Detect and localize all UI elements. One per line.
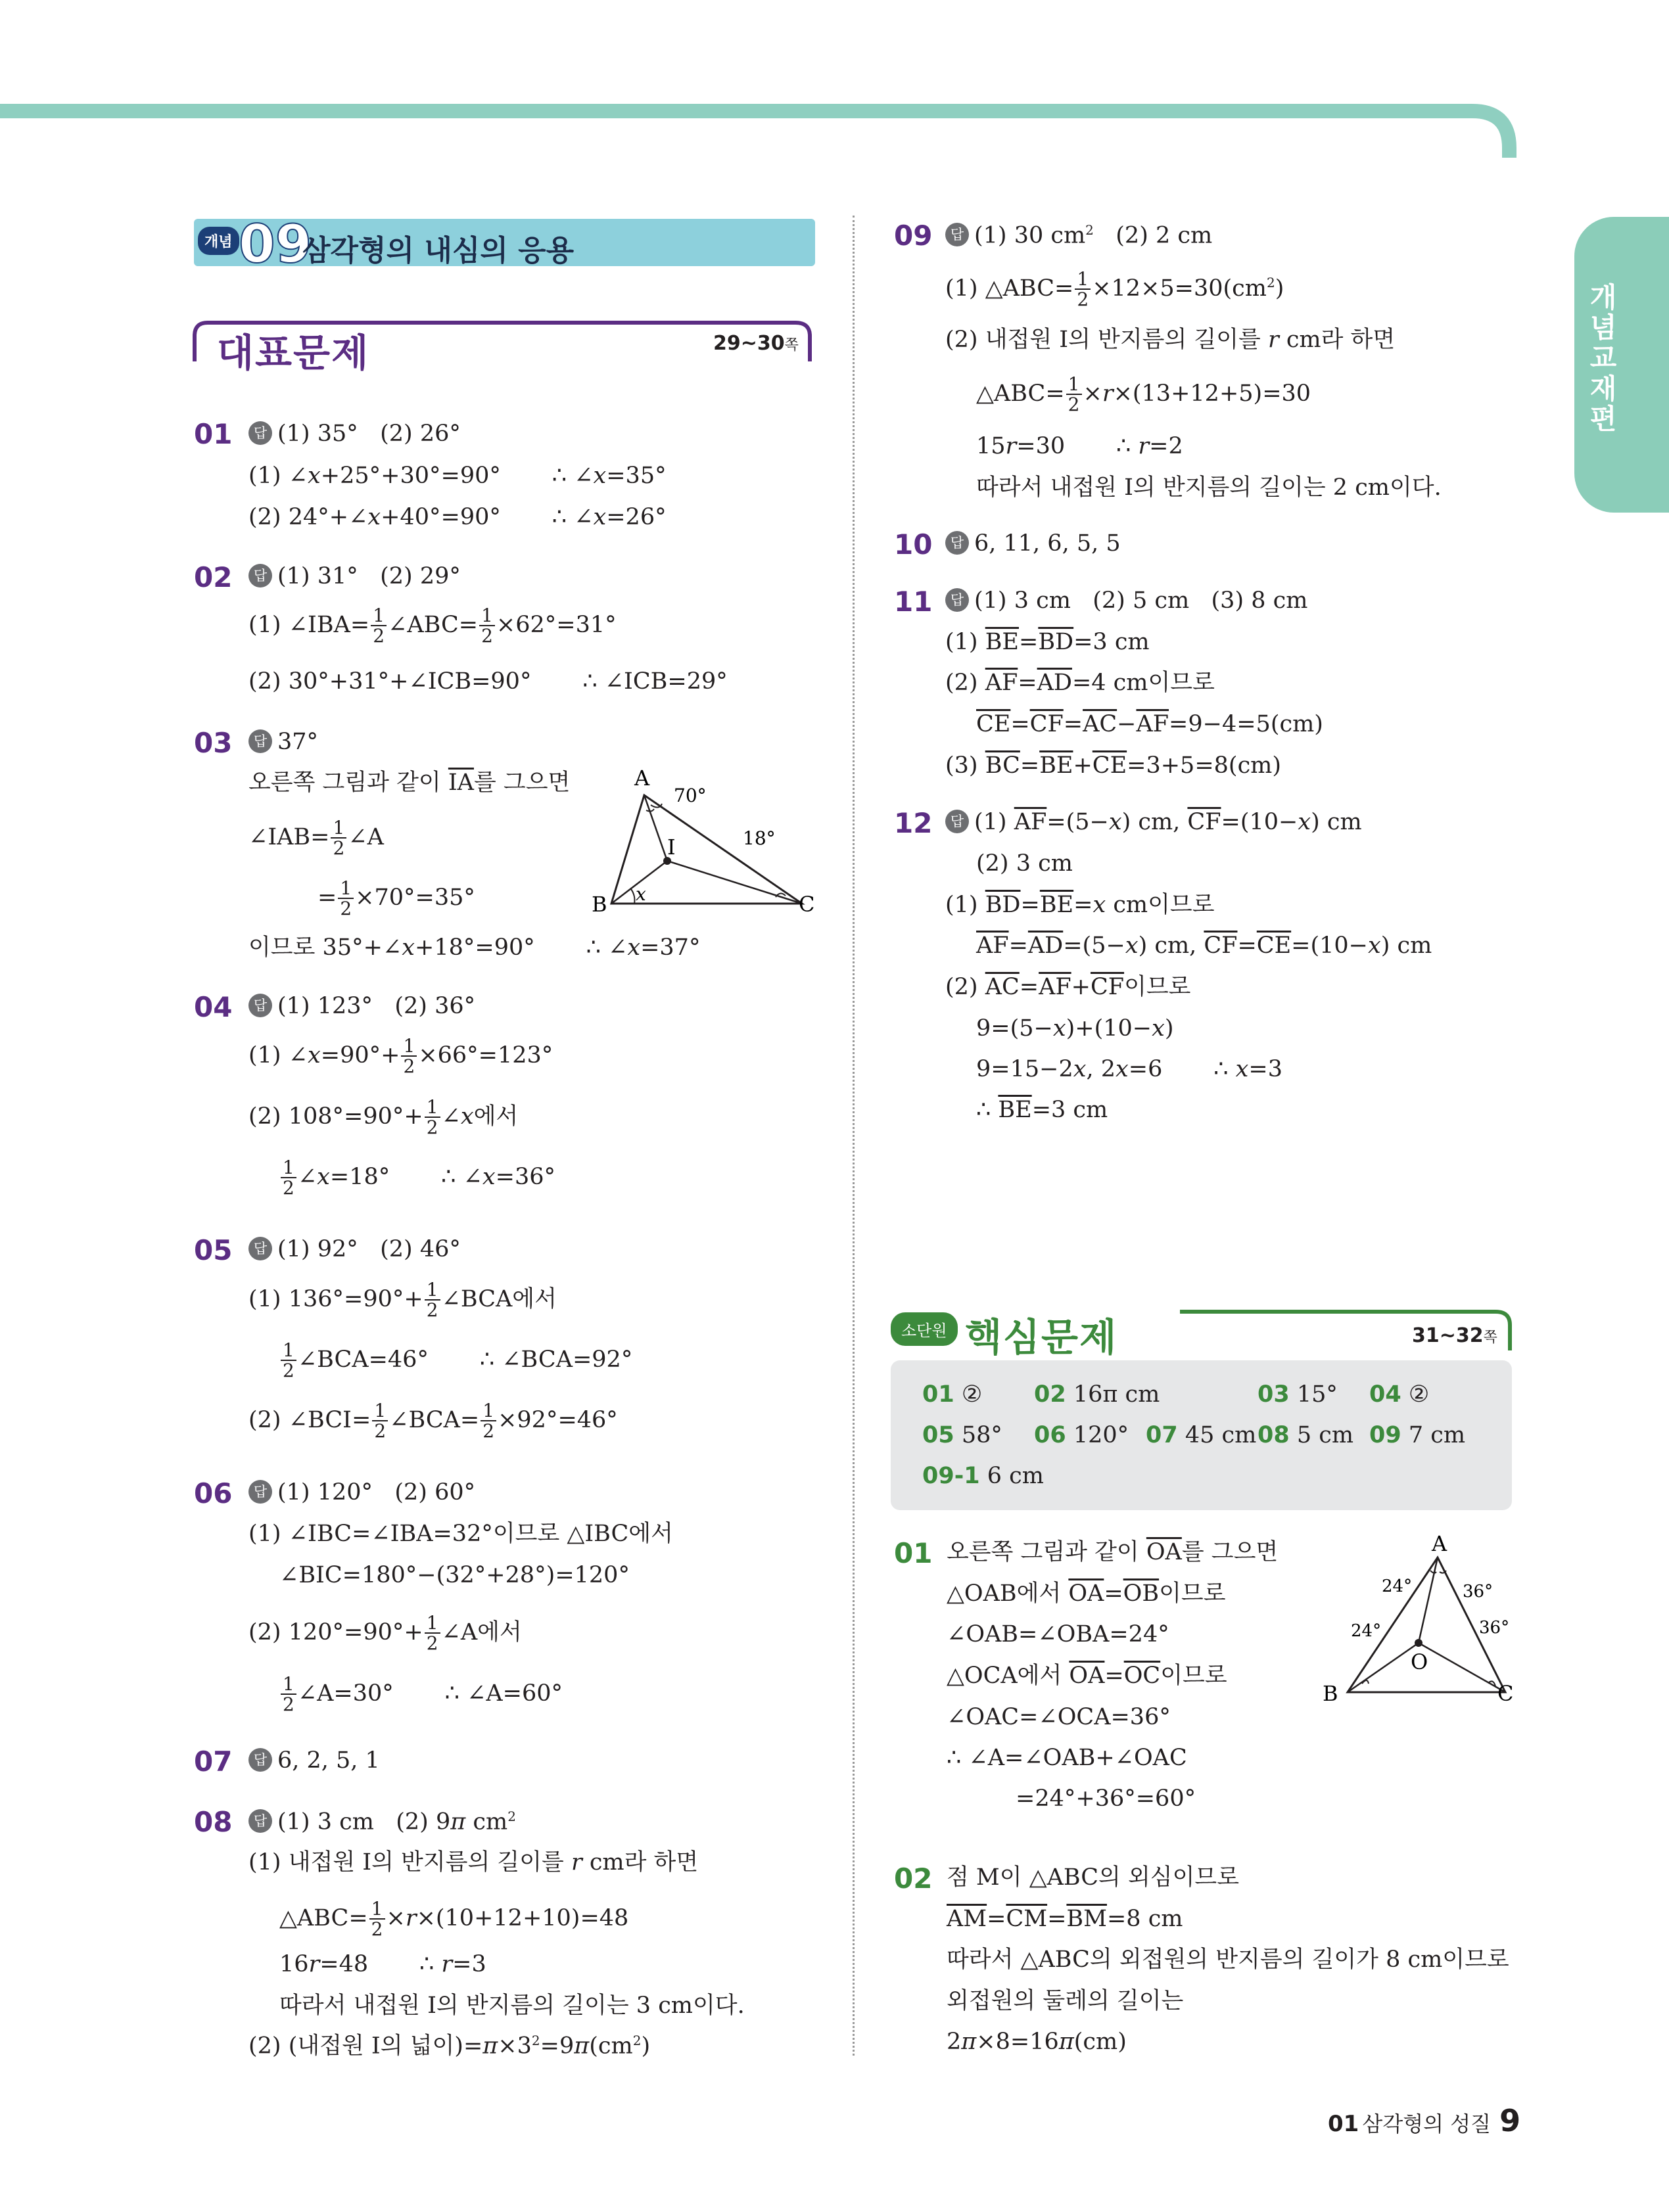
core-01-line4: △OCA에서 $\overline{OA}=\overline{OC}$이므로 (947, 1663, 1227, 1689)
fig1-label-B: B (592, 892, 607, 917)
problem-09-line3: △ABC= $\frac{1}{2}$ ×r×(13+12+5)=30 (976, 373, 1311, 416)
problem-02-line2: (2) 30°+31°+∠ICB=90° ∴ ∠ICB=29° (248, 668, 728, 695)
summary-item: 09 7 cm (1369, 1422, 1466, 1448)
core-problem-02-number: 02 (894, 1862, 933, 1895)
figure-triangle-circumcenter (1321, 1531, 1532, 1709)
problem-09-line1: (1) △ABC= $\frac{1}{2}$ $\times 12\times 5=30(cm^2)$ (945, 268, 1284, 311)
problem-11-number: 11 (894, 586, 933, 618)
problem-07-number: 07 (194, 1745, 233, 1778)
footer-title: 삼각형의 성질 (1362, 2111, 1492, 2136)
fig1-angle-18: 18° (743, 827, 776, 849)
fig1-label-A: A (634, 766, 650, 791)
top-decoration-bar (0, 102, 1525, 161)
section-number: 09 (239, 214, 312, 275)
problem-03-line1: 오른쪽 그림과 같이 $\overline{IA}$를 그으면 (248, 770, 571, 796)
problem-03-line2: ∠IAB= $\frac{1}{2}$ ∠A (248, 817, 384, 860)
problem-08-line1: (1) 내접원 I의 반지름의 길이를 r cm라 하면 (248, 1849, 699, 1876)
section-header (194, 214, 815, 275)
core-02-line2: $\overline{AM}=\overline{CM}=\overline{BM}=8$ cm (947, 1906, 1183, 1932)
problem-06-number: 06 (194, 1477, 233, 1509)
problem-06-line4: $\frac{1}{2}$ ∠A=30° ∴ ∠A=60° (279, 1674, 563, 1715)
problem-03-line4: 이므로 35°+∠x+18°=90° ∴ ∠x=37° (248, 934, 701, 961)
core-01-line1: 오른쪽 그림과 같이 $\overline{OA}$를 그으면 (947, 1539, 1279, 1565)
core-badge: 소단원 (891, 1312, 958, 1346)
summary-item: 06 120° (1034, 1422, 1129, 1448)
problem-03-answer: 답 37° (248, 731, 318, 755)
problem-03-number: 03 (194, 727, 233, 759)
core-01-line6: ∴ ∠A=∠OAB+∠OAC (947, 1745, 1187, 1771)
fig1-label-x: x (636, 883, 646, 905)
section-badge: 개념 (198, 227, 239, 255)
core-01-line5: ∠OAC=∠OCA=36° (947, 1704, 1171, 1730)
core-02-line5: 2π×8=16π(cm) (947, 2029, 1127, 2055)
footer-chapter: 01 (1328, 2111, 1359, 2137)
side-tab-label: 개념교재편 (1589, 281, 1617, 435)
fig2-label-B: B (1323, 1681, 1338, 1706)
problem-11-line3: $\overline{CE}=\overline{CF}=\overline{AC}-\overline{AF}=9-4=5(cm)$ (976, 711, 1323, 737)
problem-09-line5: 따라서 내접원 I의 반지름의 길이는 2 cm이다. (976, 474, 1442, 501)
problem-08-answer: 답 (1) 3 cm (2) 9π $cm^2$ (248, 1810, 516, 1835)
problem-02-number: 02 (194, 561, 233, 593)
fig2-label-C: C (1497, 1681, 1514, 1706)
summary-item: 03 15° (1258, 1381, 1338, 1408)
problem-12-line5: 9=15−2x, 2x=6 ∴ x=3 (976, 1056, 1282, 1082)
problem-08-line4: 따라서 내접원 I의 반지름의 길이는 3 cm이다. (279, 1993, 745, 2019)
fig2-angle-3: 24° (1351, 1621, 1382, 1641)
problem-02-answer: 답 (1) 31° (2) 29° (248, 565, 461, 589)
core-01-line2: △OAB에서 $\overline{OA}=\overline{OB}$이므로 (947, 1580, 1226, 1607)
fig2-angle-1: 24° (1382, 1577, 1413, 1596)
problem-11-line1: (1) $\overline{BE}=\overline{BD}=3$ cm (945, 629, 1150, 655)
problem-12-answer2: (2) 3 cm (976, 850, 1073, 877)
problem-08-line3: 16r=48 ∴ r=3 (279, 1951, 486, 1977)
fig2-angle-2: 36° (1463, 1582, 1493, 1601)
problem-04-answer: 답 (1) 123° (2) 36° (248, 995, 475, 1019)
problem-05-line1: (1) 136°=90°+ $\frac{1}{2}$ ∠BCA에서 (248, 1279, 557, 1322)
column-divider (853, 216, 855, 2056)
problem-01-line2: (2) 24°+∠x+40°=90° ∴ ∠x=26° (248, 504, 667, 530)
problem-11-answer: 답 (1) 3 cm (2) 5 cm (3) 8 cm (945, 589, 1307, 614)
section-title: 삼각형의 내심의 응용 (302, 234, 575, 267)
problem-04-line1: (1) ∠x=90°+ $\frac{1}{2}$ ×66°=123° (248, 1035, 553, 1078)
summary-item: 01 ② (922, 1381, 983, 1408)
problem-12-line1: (1) $\overline{BD}=\overline{BE}=x$ cm이므로 (945, 892, 1215, 918)
problem-10-answer: 답 6, 11, 6, 5, 5 (945, 532, 1121, 557)
core-02-line3: 따라서 △ABC의 외접원의 반지름의 길이가 8 cm이므로 (947, 1947, 1509, 1973)
rep-title: 대표문제 (217, 331, 370, 375)
fig2-label-A: A (1432, 1531, 1447, 1556)
core-01-line3: ∠OAB=∠OBA=24° (947, 1621, 1169, 1647)
problem-02-line1: (1) ∠IBA= $\frac{1}{2}$ ∠ABC= $\frac{1}{2}$ ×62°=31° (248, 605, 617, 647)
problem-11-line4: (3) $\overline{BC}=\overline{BE}+\overline{CE}=3+5=8(cm)$ (945, 752, 1282, 779)
problem-09-answer: 답 (1) 30 $cm^2$ (2) 2 cm (945, 223, 1212, 248)
fig2-label-O: O (1411, 1649, 1428, 1674)
fig1-angle-70: 70° (674, 785, 707, 806)
problem-10-number: 10 (894, 528, 933, 561)
summary-item: 08 5 cm (1258, 1422, 1354, 1448)
problem-05-number: 05 (194, 1234, 233, 1266)
problem-12-answer1: 답 (1) $\overline{AF}=(5-x)$ cm, $\overline{CF}=(10-x)$ cm (945, 811, 1362, 835)
problem-08-line5: (2) (내접원 I의 넓이)$=\pi\times 3^2=9\pi(cm^2)$ (248, 2033, 651, 2060)
fig2-angle-4: 36° (1479, 1618, 1510, 1638)
problem-06-line2: ∠BIC=180°−(32°+28°)=120° (279, 1562, 630, 1588)
core-pages: 31~32쪽 (1412, 1324, 1497, 1347)
problem-09-number: 09 (894, 219, 933, 252)
problem-08-number: 08 (194, 1806, 233, 1838)
core-01-line7: =24°+36°=60° (1016, 1786, 1196, 1812)
summary-row-3 (922, 1465, 1501, 1491)
problem-12-line3: (2) $\overline{AC}=\overline{AF}+\overline{CF}$이므로 (945, 974, 1191, 1000)
problem-12-line6: ∴ $\overline{BE}=3$ cm (976, 1097, 1108, 1123)
summary-item: 05 58° (922, 1422, 1002, 1448)
problem-09-line2: (2) 내접원 I의 반지름의 길이를 r cm라 하면 (945, 327, 1396, 353)
fig1-label-I: I (667, 835, 676, 860)
problem-05-line3: (2) ∠BCI= $\frac{1}{2}$ ∠BCA= $\frac{1}{2}$ ×92°=46° (248, 1400, 618, 1442)
core-title: 핵심문제 (965, 1315, 1118, 1360)
problem-01-line1: (1) ∠x+25°+30°=90° ∴ ∠x=35° (248, 463, 667, 489)
problem-04-line3: $\frac{1}{2}$ ∠x=18° ∴ ∠x=36° (279, 1158, 555, 1198)
core-02-line1: 점 M이 △ABC의 외심이므로 (947, 1864, 1240, 1891)
core-problem-01-number: 01 (894, 1537, 933, 1569)
summary-item: 04 ② (1369, 1381, 1430, 1408)
problem-06-line3: (2) 120°=90°+ $\frac{1}{2}$ ∠A에서 (248, 1612, 522, 1655)
problem-03-line3: = $\frac{1}{2}$ ×70°=35° (317, 877, 475, 920)
page-footer (1328, 2103, 1520, 2138)
problem-04-line2: (2) 108°=90°+ $\frac{1}{2}$ ∠x에서 (248, 1096, 519, 1139)
problem-11-line2: (2) $\overline{AF}=\overline{AD}=4$ cm이므로 (945, 670, 1215, 696)
core-02-line4: 외접원의 둘레의 길이는 (947, 1988, 1184, 2014)
problem-12-number: 12 (894, 807, 933, 839)
problem-06-answer: 답 (1) 120° (2) 60° (248, 1481, 475, 1506)
problem-09-line4: 15r=30 ∴ r=2 (976, 433, 1183, 459)
figure-triangle-incenter (588, 766, 825, 923)
problem-05-answer: 답 (1) 92° (2) 46° (248, 1238, 461, 1262)
problem-08-line2: △ABC= $\frac{1}{2}$ ×r×(10+12+10)=48 (279, 1898, 629, 1941)
summary-item: 09-1 6 cm (922, 1463, 1044, 1489)
summary-row-2 (922, 1424, 1501, 1450)
problem-04-number: 04 (194, 991, 233, 1023)
problem-05-line2: $\frac{1}{2}$ ∠BCA=46° ∴ ∠BCA=92° (279, 1341, 632, 1381)
summary-item: 02 16π cm (1034, 1381, 1160, 1408)
summary-item: 07 45 cm (1146, 1422, 1257, 1448)
problem-01-answer: 답 (1) 35° (2) 26° (248, 423, 461, 447)
problem-12-line2: $\overline{AF}=\overline{AD}=(5-x)$ cm, $\overline{CF}=\overline{CE}=(10-x)$ cm (976, 933, 1432, 959)
fig1-label-C: C (799, 892, 815, 917)
problem-07-answer: 답 6, 2, 5, 1 (248, 1749, 380, 1774)
page-number: 9 (1499, 2103, 1521, 2138)
problem-01-number: 01 (194, 418, 233, 450)
problem-06-line1: (1) ∠IBC=∠IBA=32°이므로 △IBC에서 (248, 1521, 673, 1547)
rep-pages: 29~30쪽 (713, 332, 799, 355)
problem-12-line4: 9=(5−x)+(10−x) (976, 1015, 1174, 1042)
summary-row-1 (922, 1383, 1501, 1410)
